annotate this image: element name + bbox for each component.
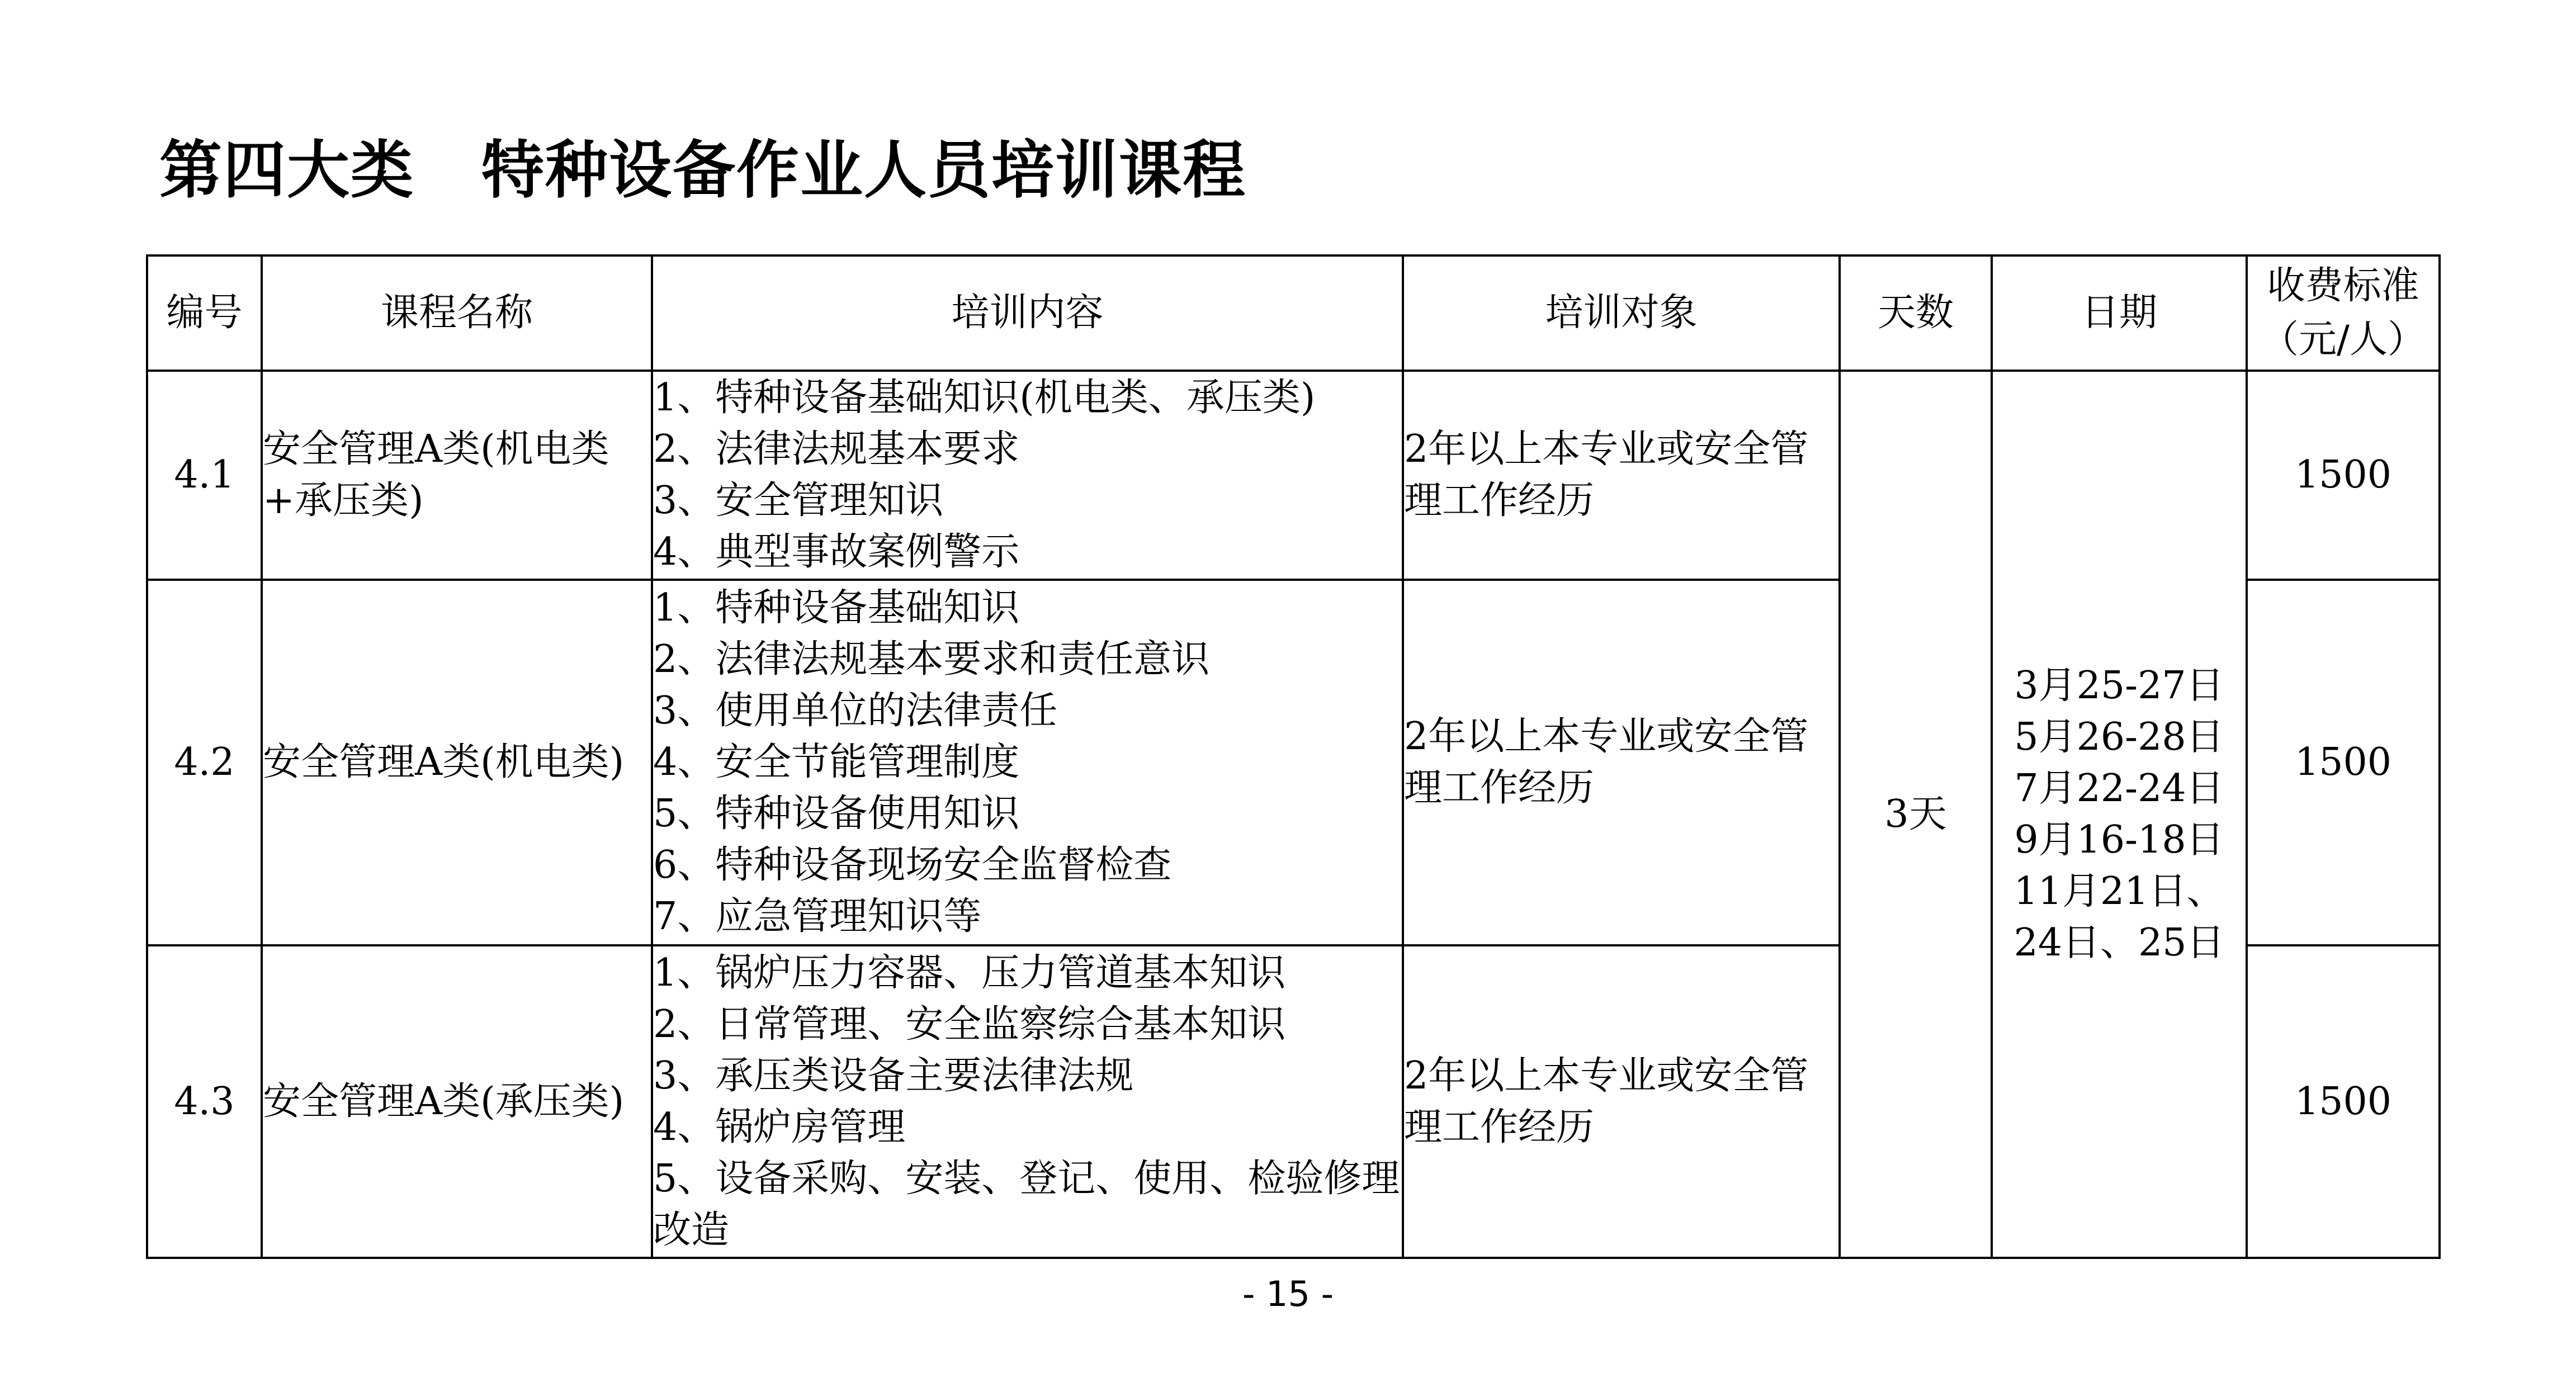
header-audience: 培训对象 <box>1403 255 1840 371</box>
header-fee-line1: 收费标准 <box>2267 264 2419 308</box>
content-item: 5、特种设备使用知识 <box>653 792 1020 836</box>
date-entry: 11月21日、 <box>2013 869 2225 913</box>
course-content <box>652 580 1403 945</box>
header-row <box>147 255 2440 371</box>
course-id: 4.3 <box>147 945 262 1258</box>
header-content: 培训内容 <box>652 255 1403 371</box>
content-item: 1、特种设备基础知识 <box>653 586 1020 630</box>
course-audience: 2年以上本专业或安全管理工作经历 <box>1403 580 1840 945</box>
content-item: 2、法律法规基本要求 <box>653 427 1020 471</box>
page-title <box>159 131 1246 210</box>
header-fee <box>2247 255 2440 371</box>
course-name: 安全管理A类(机电类+承压类) <box>262 371 652 580</box>
content-item: 4、安全节能管理制度 <box>653 740 1020 784</box>
course-id: 4.2 <box>147 580 262 945</box>
header-days: 天数 <box>1840 255 1992 371</box>
content-item: 3、承压类设备主要法律法规 <box>653 1053 1134 1098</box>
course-audience: 2年以上本专业或安全管理工作经历 <box>1403 371 1840 580</box>
date-entry: 24日、25日 <box>2013 920 2225 965</box>
content-item: 3、安全管理知识 <box>653 479 944 523</box>
course-content <box>652 945 1403 1258</box>
category-label: 第四大类 <box>159 134 414 207</box>
course-table <box>146 254 2441 1259</box>
content-item: 3、使用单位的法律责任 <box>653 689 1058 733</box>
content-item: 4、锅炉房管理 <box>653 1105 906 1149</box>
date-entry: 7月22-24日 <box>2014 766 2224 811</box>
content-item: 5、设备采购、安装、登记、使用、检验修理改造 <box>653 1156 1400 1252</box>
date-entry: 9月16-18日 <box>2014 817 2224 862</box>
date-entry: 3月25-27日 <box>2014 663 2224 708</box>
header-course-name: 课程名称 <box>262 255 652 371</box>
course-fee: 1500 <box>2247 945 2440 1258</box>
course-id: 4.1 <box>147 371 262 580</box>
course-fee: 1500 <box>2247 580 2440 945</box>
course-fee: 1500 <box>2247 371 2440 580</box>
content-item: 1、特种设备基础知识(机电类、承压类) <box>653 376 1316 420</box>
category-title: 特种设备作业人员培训课程 <box>481 134 1246 207</box>
page-number: - 15 - <box>1242 1274 1334 1314</box>
header-date: 日期 <box>1992 255 2247 371</box>
content-item: 1、锅炉压力容器、压力管道基本知识 <box>653 950 1286 995</box>
content-item: 2、法律法规基本要求和责任意识 <box>653 637 1210 681</box>
date-entry: 5月26-28日 <box>2014 714 2224 759</box>
content-item: 4、典型事故案例警示 <box>653 530 1020 574</box>
content-item: 7、应急管理知识等 <box>653 894 982 939</box>
course-audience: 2年以上本专业或安全管理工作经历 <box>1403 945 1840 1258</box>
table-row <box>147 371 2440 580</box>
course-content <box>652 371 1403 580</box>
course-name: 安全管理A类(承压类) <box>262 945 652 1258</box>
content-item: 6、特种设备现场安全监督检查 <box>653 843 1172 887</box>
header-fee-line2: （元/人） <box>2261 318 2426 362</box>
course-dates <box>1992 371 2247 1258</box>
course-name: 安全管理A类(机电类) <box>262 580 652 945</box>
content-item: 2、日常管理、安全监察综合基本知识 <box>653 1002 1286 1047</box>
header-id: 编号 <box>147 255 262 371</box>
course-days: 3天 <box>1840 371 1992 1258</box>
